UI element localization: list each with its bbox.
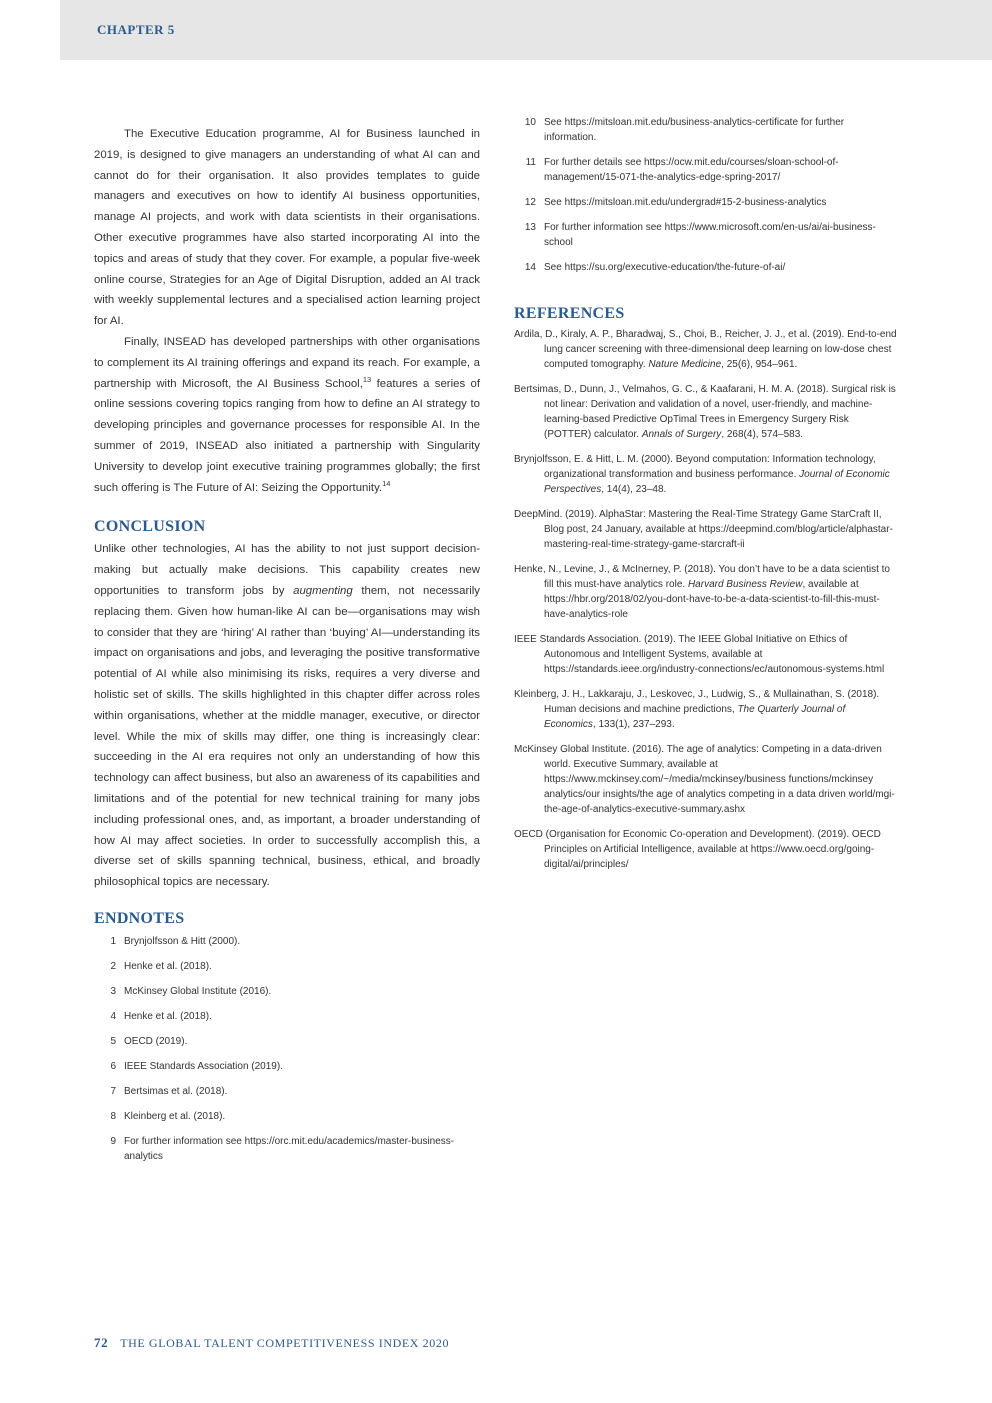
endnote-text: See https://mitsloan.mit.edu/undergrad#15-2-business-analytics: [544, 197, 827, 208]
body-paragraph-1: The Executive Education programme, AI for Business launched in 2019, is designed to give managers an understanding of what AI can and cannot do for their organisation. It also provides templates to guide managers and executives on how to identify AI business opportunities, manage AI projects, and work with data scientists in their organisations. Other executive programmes have also started incorporating AI into the topics and areas of study that they cover. For example, a popular five-week online course, Strategies for an Age of Digital Disruption, added an AI track with weekly supplemental lectures and a specialised action learning project for AI.: [94, 128, 480, 328]
reference-text-tail: , 14(4), 23–48.: [601, 484, 667, 495]
reference-text-tail: , 268(4), 574–583.: [721, 429, 804, 440]
endnote-text: OECD (2019).: [124, 1035, 188, 1047]
endnote-item: [94, 1009, 480, 1024]
conclusion-text-b: them, not necessarily replacing them. Given how human-like AI can be—organisations may wish to consider that they are ‘hiring’ AI rather than ‘buying’ AI—understanding its impact on organisations and jobs, and leveraging the positive transformative potential of AI while also minimising its risks, requires a very diverse and holistic set of skills. The skills highlighted in this chapter differ across roles within organisations, whether at the middle manager, executive, or director level. While the mix of skills may differ, one thing is increasingly clear: succeeding in the AI era requires not only an understanding of how this technology can affect business, but also an awareness of its capabilities and limitations and of the potential for new technical training for many jobs including professional ones, and, as important, a broader understanding of how AI may affect societies. In order to successfully accomplish this, a diverse set of skills spanning technical, business, ethical, and broadly philosophical topics are necessary.: [94, 584, 480, 889]
reference-item: [514, 562, 898, 622]
reference-text: Brynjolfsson, E. & Hitt, L. M. (2000). Beyond computation: Information technology, organizational transformation and business performance.: [514, 454, 876, 480]
paragraph-2-text-a: Finally, INSEAD has developed partnerships with other organisations to complement its AI training offerings and expand its reach. For example, a partnership with Microsoft, the AI Business School,: [94, 335, 480, 390]
publication-title: THE GLOBAL TALENT COMPETITIVENESS INDEX 2020: [120, 1336, 450, 1350]
reference-item: [514, 507, 898, 552]
chapter-label: CHAPTER 5: [97, 22, 175, 37]
reference-text: McKinsey Global Institute. (2016). The age of analytics: Competing in a data-driven world. Executive Summary, available at https://www.mckinsey.com/~/media/mckinsey/business functions/mckinsey analytics/our insights/the age of analytics competing in a data driven world/mgi-the-age-of-analytics-executive-summary.ashx: [514, 744, 895, 815]
endnote-item: [94, 1059, 480, 1074]
reference-text-tail: , 133(1), 237–293.: [592, 719, 675, 730]
endnote-item: [94, 934, 480, 949]
reference-item: [514, 452, 898, 497]
endnote-item: [94, 959, 480, 974]
endnote-item: [514, 260, 898, 275]
body-paragraph-2: [94, 332, 480, 498]
endnote-number: 11: [525, 157, 536, 168]
endnote-item: [94, 1084, 480, 1099]
endnote-text: See https://mitsloan.mit.edu/business-analytics-certificate for further information.: [544, 117, 845, 143]
reference-text: Ardila, D., Kiraly, A. P., Bharadwaj, S., Choi, B., Reicher, J. J., et al. (2019). End-to-end lung cancer screening with three-dimensional deep learning on low-dose chest computed tomography.: [514, 329, 897, 370]
endnote-item: [94, 1109, 480, 1124]
reference-item: [514, 687, 898, 732]
endnote-number: 14: [524, 262, 536, 273]
reference-journal: Journal of Economic Perspectives: [544, 469, 890, 495]
endnote-number: 12: [524, 197, 536, 208]
endnote-text: Bertsimas et al. (2018).: [124, 1085, 228, 1097]
reference-item: [514, 327, 898, 372]
reference-item: [514, 382, 898, 442]
endnote-number: 1: [110, 935, 116, 947]
endnote-number: 4: [110, 1010, 116, 1022]
reference-text: IEEE Standards Association. (2019). The IEEE Global Initiative on Ethics of Autonomous and Intelligent Systems, available at https://standards.ieee.org/industry-connections/ec/autonomous-systems.html: [514, 634, 885, 675]
endnote-text: Brynjolfsson & Hitt (2000).: [124, 935, 241, 947]
reference-text: Henke, N., Levine, J., & McInerney, P. (2018). You don’t have to be a data scientist to fill this must-have analytics role.: [514, 564, 890, 590]
endnote-number: 8: [110, 1110, 116, 1122]
endnote-text: Kleinberg et al. (2018).: [124, 1110, 226, 1122]
page-number: 72: [94, 1335, 109, 1350]
reference-text-tail: , 25(6), 954–961.: [721, 359, 798, 370]
endnote-number: 6: [110, 1060, 116, 1072]
reference-item: [514, 827, 898, 872]
reference-journal: Harvard Business Review: [687, 579, 803, 590]
endnote-text: McKinsey Global Institute (2016).: [124, 985, 272, 997]
references-heading: REFERENCES: [514, 305, 625, 322]
endnote-text: IEEE Standards Association (2019).: [124, 1060, 283, 1072]
reference-journal: Nature Medicine: [648, 359, 722, 370]
chapter-header-band: [60, 0, 992, 60]
reference-text-tail: , available at https://hbr.org/2018/02/you-dont-have-to-be-a-data-scientist-to-fill-this-must-have-analytics-role: [544, 579, 880, 620]
endnote-item: [514, 220, 898, 250]
reference-text: Kleinberg, J. H., Lakkaraju, J., Leskovec, J., Ludwig, S., & Mullainathan, S. (2018). Human decisions and machine predictions,: [514, 689, 880, 715]
endnote-text: For further details see https://ocw.mit.edu/courses/sloan-school-of-management/15-071-the-analytics-edge-spring-2017/: [544, 157, 839, 183]
endnote-number: 10: [524, 117, 536, 128]
endnote-item: [514, 155, 898, 185]
endnote-text: Henke et al. (2018).: [124, 960, 212, 972]
reference-text: Bertsimas, D., Dunn, J., Velmahos, G. C., & Kaafarani, H. M. A. (2018). Surgical risk is not linear: Derivation and validation of a novel, user-friendly, and machine-learning-based Predictive OpTimal Trees in Emergency Surgery Risk (POTTER) calculator.: [514, 384, 896, 440]
endnote-number: 9: [110, 1135, 116, 1147]
endnotes-heading: ENDNOTES: [94, 909, 185, 927]
conclusion-text-a: Unlike other technologies, AI has the ability to not just support decision-making but actually make decisions. This capability creates new opportunities to transform jobs by: [94, 543, 480, 597]
endnote-item: [514, 115, 898, 145]
endnotes-list: [94, 934, 480, 1164]
endnote-text: For further information see https://www.microsoft.com/en-us/ai/ai-business-school: [544, 222, 876, 248]
endnote-text: See https://su.org/executive-education/the-future-of-ai/: [544, 262, 786, 273]
endnote-item: [94, 984, 480, 999]
endnotes-list-continued: [514, 115, 898, 275]
reference-journal: Annals of Surgery: [641, 429, 722, 440]
endnote-number: 3: [110, 985, 116, 997]
endnote-number: 13: [524, 222, 536, 233]
reference-item: [514, 632, 898, 677]
footnote-ref-14: 14: [382, 478, 391, 488]
page-footer: [94, 1335, 449, 1351]
left-column: [94, 124, 480, 1174]
reference-text: DeepMind. (2019). AlphaStar: Mastering the Real-Time Strategy Game StarCraft II, Blog post, 24 January, available at https://deepmind.com/blog/article/alphastar-mastering-real-time-strategy-game-starcraft-ii: [514, 509, 893, 550]
endnote-item: [94, 1034, 480, 1049]
endnote-number: 5: [110, 1035, 116, 1047]
endnote-item: [94, 1134, 480, 1164]
conclusion-heading: CONCLUSION: [94, 518, 206, 536]
conclusion-emphasis: augmenting: [293, 584, 353, 597]
endnote-text: For further information see https://orc.mit.edu/academics/master-business-analytics: [124, 1135, 455, 1162]
endnote-number: 7: [110, 1085, 116, 1097]
reference-journal: The Quarterly Journal of Economics: [544, 704, 846, 730]
reference-item: [514, 742, 898, 817]
conclusion-paragraph: [94, 539, 480, 893]
endnote-item: [514, 195, 898, 210]
endnote-text: Henke et al. (2018).: [124, 1010, 212, 1022]
references-list: [514, 327, 898, 872]
reference-text: OECD (Organisation for Economic Co-operation and Development). (2019). OECD Principles on Artificial Intelligence, available at https://www.oecd.org/going-digital/ai/principles/: [514, 829, 881, 870]
endnote-number: 2: [110, 960, 116, 972]
right-column: [514, 115, 898, 882]
paragraph-2-text-b: features a series of online sessions covering topics ranging from how to define an AI strategy to developing principles and governance processes for responsible AI. In the summer of 2019, INSEAD also initiated a partnership with Singularity University to develop joint executive training programmes globally; the first such offering is The Future of AI: Seizing the Opportunity.: [94, 377, 480, 494]
footnote-ref-13: 13: [362, 374, 372, 384]
